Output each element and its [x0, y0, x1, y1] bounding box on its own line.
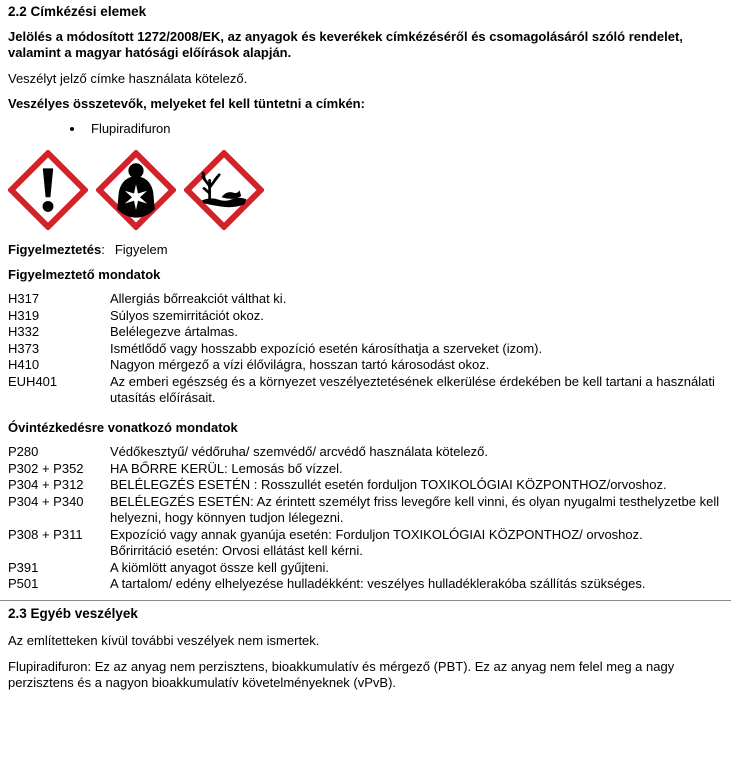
- hazard-statement-row: [8, 374, 722, 407]
- precautionary-statements-heading: Óvintézkedésre vonatkozó mondatok: [8, 419, 238, 435]
- hazardous-components-list: [8, 121, 722, 138]
- hazard-code: EUH401: [8, 373, 58, 389]
- signal-word-colon: :: [101, 242, 105, 257]
- hazard-statements-heading: Figyelmeztető mondatok: [8, 266, 161, 282]
- signal-word-value: Figyelem: [114, 242, 168, 257]
- hazard-statement-row: [8, 291, 722, 308]
- hazard-code: H317: [8, 291, 40, 306]
- hazard-statement-row: [8, 324, 722, 341]
- precautionary-code: P280: [8, 444, 39, 459]
- hazardous-component-item: • Flupiradifuron: [85, 121, 722, 138]
- hazard-text: Nagyon mérgező a vízi élővilágra, hosszan tartó károsodást okoz.: [110, 357, 490, 372]
- section-2-3-heading: 2.3 Egyéb veszélyek: [8, 605, 138, 621]
- hazard-statement-row: [8, 357, 722, 374]
- precautionary-statement-row: [8, 576, 722, 593]
- precautionary-text: HA BŐRRE KERÜL: Lemosás bő vízzel.: [110, 460, 343, 476]
- precautionary-statements-table: [8, 444, 722, 593]
- ghs09-environment-icon: [184, 150, 264, 230]
- precautionary-text: BELÉLEGZÉS ESETÉN : Rosszullét esetén forduljon TOXIKOLÓGIAI KÖZPONTHOZ/orvoshoz.: [110, 477, 667, 492]
- hazard-statement-row: [8, 341, 722, 358]
- hazard-text: Ismétlődő vagy hosszabb expozíció esetén károsíthatja a szerveket (izom).: [110, 340, 543, 356]
- precautionary-statement-row: [8, 477, 722, 494]
- hazard-code: H332: [8, 324, 40, 339]
- precautionary-statement-row: [8, 560, 722, 577]
- precautionary-text: Védőkesztyű/ védőruha/ szemvédő/ arcvédő használata kötelező.: [110, 444, 488, 459]
- ghs-pictogram-row: [8, 150, 722, 230]
- label-mandatory-paragraph: Veszélyt jelző címke használata kötelező.: [8, 70, 248, 86]
- hazard-code: H373: [8, 340, 40, 356]
- precautionary-statement-row: [8, 527, 722, 560]
- signal-word-label: Figyelmeztetés: [8, 242, 102, 257]
- hazardous-components-heading: Veszélyes összetevők, melyeket fel kell tüntetni a címkén:: [8, 96, 365, 111]
- precautionary-text-line: Expozíció vagy annak gyanúja esetén: Forduljon TOXIKOLÓGIAI KÖZPONTHOZ/ orvoshoz.: [110, 526, 643, 542]
- hazard-text: Az emberi egészség és a környezet veszélyeztetésének elkerülése érdekében be kell tartani a használati utasítás előírásait.: [110, 373, 715, 405]
- hazard-text: Allergiás bőrreakciót válthat ki.: [110, 291, 287, 306]
- hazard-statement-row: [8, 308, 722, 325]
- precautionary-code: P501: [8, 576, 39, 591]
- ghs07-exclamation-mark-icon: [8, 150, 88, 230]
- precautionary-text: A tartalom/ edény elhelyezése hulladékként: veszélyes hulladéklerakóba szállítás szükséges.: [110, 576, 646, 591]
- precautionary-code: P302 + P352: [8, 460, 84, 476]
- hazard-text: Belélegezve ártalmas.: [110, 324, 238, 339]
- precautionary-code: P304 + P340: [8, 493, 84, 509]
- precautionary-text: BELÉLEGZÉS ESETÉN: Az érintett személyt friss levegőre kell vinni, és olyan nyugalmi testhelyzetbe kell helyezni, hogy könnyen tudjon lélegezni.: [110, 493, 720, 525]
- precautionary-code: P304 + P312: [8, 477, 84, 492]
- hazard-code: H319: [8, 307, 40, 323]
- section-2-2-heading: 2.2 Címkézési elemek: [8, 4, 147, 19]
- precautionary-code: P308 + P311: [8, 526, 83, 542]
- section-divider-line: [0, 600, 731, 601]
- labeling-intro-paragraph: Jelölés a módosított 1272/2008/EK, az anyagok és keverékek címkézéséről és csomagolásáról szóló rendelet, valamint a magyar hatósági előírások alapján.: [8, 28, 683, 60]
- ghs08-health-hazard-icon: [96, 150, 176, 230]
- precautionary-statement-row: [8, 494, 722, 527]
- signal-word-line: [8, 242, 722, 259]
- hazard-code: H410: [8, 357, 40, 372]
- no-other-hazards-paragraph: Az említetteken kívül további veszélyek nem ismertek.: [8, 633, 320, 648]
- precautionary-text: A kiömlött anyagot össze kell gyűjteni.: [110, 559, 329, 575]
- hazard-statements-table: [8, 291, 722, 407]
- precautionary-statement-row: [8, 444, 722, 461]
- pbt-vpvb-paragraph: Flupiradifuron: Ez az anyag nem perzisztens, bioakkumulatív és mérgező (PBT). Ez az anyag nem felel meg a nagy perzisztens és a nagyon bioakkumulatív követelményeknek (vPvB).: [8, 658, 675, 690]
- precautionary-code: P391: [8, 559, 39, 575]
- precautionary-text-line: Bőrirritáció esetén: Orvosi ellátást kell kérni.: [110, 543, 363, 558]
- precautionary-text: [110, 527, 722, 560]
- hazard-text: Súlyos szemirritációt okoz.: [110, 307, 264, 323]
- precautionary-statement-row: [8, 461, 722, 478]
